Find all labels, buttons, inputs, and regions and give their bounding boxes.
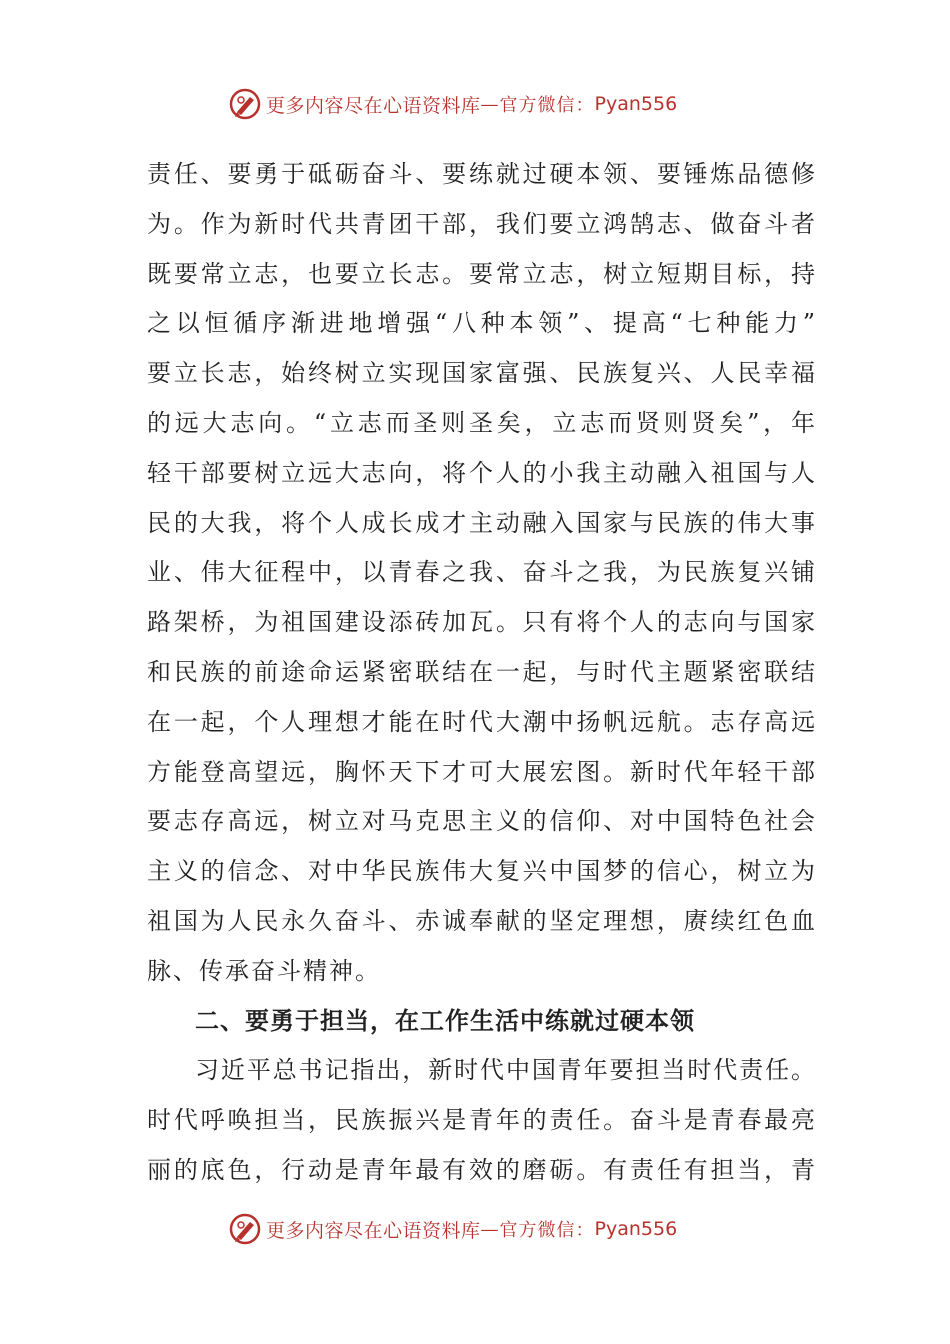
- watermark-dash: —: [480, 1218, 500, 1240]
- body-line: 既要常立志，也要立长志。要常立志，树立短期目标，持: [147, 259, 815, 288]
- body-line: 方能登高望远，胸怀天下才可大展宏图。新时代年轻干部: [147, 757, 815, 786]
- body-line: 要志存高远，树立对马克思主义的信仰、对中国特色社会: [147, 807, 815, 836]
- body-line: 之以恒循序渐进地增强“八种本领”、提高“七种能力”: [147, 309, 815, 338]
- footer-watermark: [228, 1212, 677, 1246]
- body-line: 民的大我，将个人成长成才主动融入国家与民族的伟大事: [147, 508, 815, 537]
- watermark-sub-text: 官方微信：: [499, 1220, 595, 1241]
- body-line: 要立长志，始终树立实现国家富强、民族复兴、人民幸福: [147, 359, 815, 388]
- body-line: 责任、要勇于砥砺奋斗、要练就过硬本领、要锤炼品德修: [147, 160, 815, 188]
- header-watermark: [228, 87, 677, 121]
- body-line: 的远大志向。“立志而圣则圣矣，立志而贤则贤矣”，年: [147, 408, 815, 437]
- body-line: 为。作为新时代共青团干部，我们要立鸿鹄志、做奋斗者: [147, 209, 815, 238]
- body-line: 习近平总书记指出，新时代中国青年要担当时代责任。: [195, 1056, 815, 1085]
- watermark-main-text: 更多内容尽在心语资料库: [266, 94, 481, 117]
- body-line: 在一起，个人理想才能在时代大潮中扬帆远航。志存高远: [147, 707, 815, 736]
- body-line: 和民族的前途命运紧密联结在一起，与时代主题紧密联结: [147, 657, 815, 686]
- body-line: 祖国为人民永久奋斗、赤诚奉献的坚定理想，赓续红色血: [147, 906, 815, 935]
- watermark-wechat-id: Pyan556: [594, 1218, 678, 1240]
- watermark-wechat-id: Pyan556: [594, 93, 678, 115]
- pen-circle-logo-icon: [228, 1212, 262, 1246]
- watermark-main-text: 更多内容尽在心语资料库: [266, 1219, 481, 1242]
- watermark-dash: —: [480, 93, 500, 115]
- body-line: 主义的信念、对中华民族伟大复兴中国梦的信心，树立为: [147, 857, 815, 886]
- document-body: [147, 150, 815, 1196]
- pen-circle-logo-icon: [228, 87, 262, 121]
- body-line: 业、伟大征程中，以青春之我、奋斗之我，为民族复兴铺: [147, 558, 815, 587]
- body-line: 路架桥，为祖国建设添砖加瓦。只有将个人的志向与国家: [147, 608, 815, 637]
- body-line: 脉、传承奋斗精神。: [147, 956, 381, 985]
- section-heading: 二、要勇于担当，在工作生活中练就过硬本领: [195, 1006, 695, 1035]
- body-line: 轻干部要树立远大志向，将个人的小我主动融入祖国与人: [147, 458, 815, 487]
- body-line: 丽的底色，行动是青年最有效的磨砺。有责任有担当，青: [147, 1155, 815, 1184]
- watermark-sub-text: 官方微信：: [499, 95, 595, 116]
- body-line: 时代呼唤担当，民族振兴是青年的责任。奋斗是青春最亮: [147, 1106, 815, 1135]
